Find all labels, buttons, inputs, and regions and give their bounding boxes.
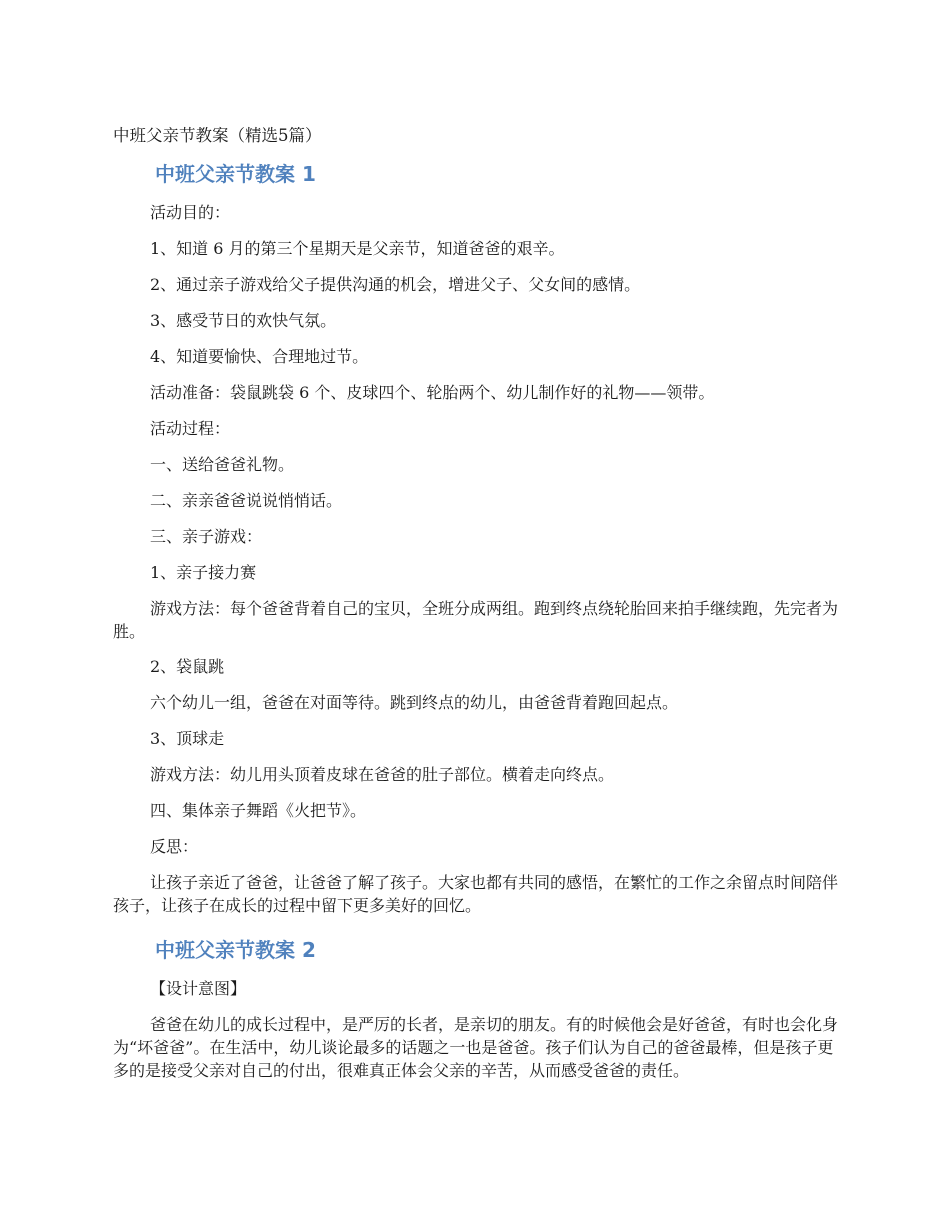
design-intent-label: 【设计意图】 — [150, 979, 247, 998]
section-heading-2: 中班父亲节教案 2 — [155, 938, 316, 962]
game-2-method: 六个幼儿一组，爸爸在对面等待。跳到终点的幼儿，由爸爸背着跑回起点。 — [150, 693, 679, 712]
section-heading-1: 中班父亲节教案 1 — [155, 162, 316, 186]
process-step-1: 一、送给爸爸礼物。 — [150, 455, 295, 474]
goal-item-3: 3、感受节日的欢快气氛。 — [150, 311, 337, 330]
process-step-3: 三、亲子游戏： — [150, 527, 263, 546]
game-3-method: 游戏方法：幼儿用头顶着皮球在爸爸的肚子部位。横着走向终点。 — [150, 765, 615, 784]
goal-item-2: 2、通过亲子游戏给父子提供沟通的机会，增进父子、父女间的感情。 — [150, 275, 641, 294]
goal-item-1: 1、知道 6 月的第三个星期天是父亲节，知道爸爸的艰辛。 — [150, 239, 565, 258]
design-intent-text: 爸爸在幼儿的成长过程中，是严厉的长者，是亲切的朋友。有的时候他会是好爸爸，有时也会化身为“坏爸爸”。在生活中，幼儿谈论最多的话题之一也是爸爸。孩子们认为自己的爸爸最棒，但是孩子更多的是接受父亲对自己的付出，很难真正体会父亲的辛苦，从而感受爸爸的责任。 — [113, 1015, 839, 1080]
game-1-method: 游戏方法：每个爸爸背着自己的宝贝，全班分成两组。跑到终点绕轮胎回来拍手继续跑，先完者为胜。 — [113, 599, 839, 641]
game-3-title: 3、顶球走 — [150, 729, 225, 748]
process-step-2: 二、亲亲爸爸说说悄悄话。 — [150, 491, 343, 510]
reflection-text: 让孩子亲近了爸爸，让爸爸了解了孩子。大家也都有共同的感悟，在繁忙的工作之余留点时间陪伴孩子，让孩子在成长的过程中留下更多美好的回忆。 — [113, 873, 839, 915]
preparation-text: 活动准备：袋鼠跳袋 6 个、皮球四个、轮胎两个、幼儿制作好的礼物——领带。 — [150, 383, 715, 402]
game-2-title: 2、袋鼠跳 — [150, 657, 225, 676]
process-label: 活动过程： — [150, 419, 231, 438]
document-title: 中班父亲节教案（精选5篇） — [113, 126, 322, 145]
process-step-4: 四、集体亲子舞蹈《火把节》。 — [150, 801, 367, 820]
purpose-label: 活动目的： — [150, 203, 231, 222]
reflection-label: 反思： — [150, 837, 199, 856]
game-1-title: 1、亲子接力赛 — [150, 563, 257, 582]
goal-item-4: 4、知道要愉快、合理地过节。 — [150, 347, 369, 366]
